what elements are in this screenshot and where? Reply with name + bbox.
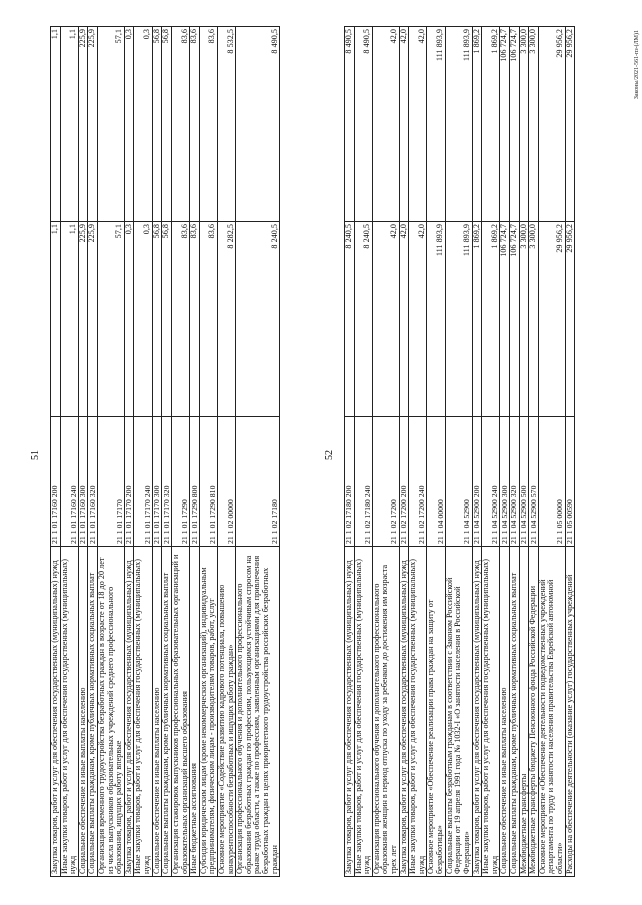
row-value-2023-cell: 57,1	[98, 27, 125, 222]
table-row	[162, 27, 172, 877]
row-value-2022-cell: 106 724,7	[500, 222, 510, 417]
row-code-cell: 21 1 01 17160 240	[60, 417, 78, 547]
table-row	[134, 27, 152, 877]
row-value-2023-cell: 56,8	[152, 27, 162, 222]
row-name-cell: Иные бюджетные ассигнования	[190, 547, 200, 877]
row-name-cell: Основное мероприятие «Обеспечение деятельности подведомственных учреждений департамента по труду и занятости населения правительства Еврейской автономной области»	[538, 547, 565, 877]
page-number: 51	[30, 450, 41, 460]
row-code-cell: 21 1 01 17170 320	[162, 417, 172, 547]
row-value-2022-cell: 1,1	[51, 222, 61, 417]
row-code-cell: 21 1 01 17170 240	[134, 417, 152, 547]
row-code-cell: 21 1 02 17180	[236, 417, 280, 547]
budget-table	[344, 26, 575, 877]
row-code-cell: 21 1 02 17200	[372, 417, 399, 547]
row-name-cell: Иные закупки товаров, работ и услуг для обеспечения государственных (муниципальных) нужд	[354, 547, 372, 877]
row-value-2022-cell: 57,1	[98, 222, 125, 417]
row-value-2022-cell: 111 893,9	[427, 222, 445, 417]
row-value-2022-cell: 56,8	[162, 222, 172, 417]
row-code-cell: 21 1 04 52900 300	[500, 417, 510, 547]
row-value-2023-cell: 42,0	[399, 27, 409, 222]
row-code-cell: 21 1 01 17170 300	[152, 417, 162, 547]
row-name-cell: Социальные выплаты безработным гражданам в соответствии с Законом Российской Федерации от 19 апреля 1991 года № 1032-I «О занятости населения в Российской Федерации»	[445, 547, 472, 877]
row-value-2023-cell: 1,1	[60, 27, 78, 222]
row-value-2023-cell: 1,1	[51, 27, 61, 222]
row-value-2023-cell: 111 893,9	[445, 27, 472, 222]
row-name-cell: Организация временного трудоустройства безработных граждан в возрасте от 18 до 20 лет из числа выпускников образовательных учреждений среднего профессионального образования, ищущих работу впервые	[98, 547, 125, 877]
row-name-cell: Межбюджетные трансферты бюджету Пенсионного фонда Российской Федерации	[529, 547, 539, 877]
row-name-cell: Закупка товаров, работ и услуг для обеспечения государственных (муниципальных) нужд	[399, 547, 409, 877]
row-value-2022-cell: 1,1	[60, 222, 78, 417]
row-value-2023-cell: 3 300,0	[519, 27, 529, 222]
row-code-cell: 21 1 01 17170 200	[124, 417, 134, 547]
row-value-2022-cell: 83,6	[199, 222, 217, 417]
row-value-2022-cell: 8 282,5	[217, 222, 235, 417]
row-value-2023-cell: 225,9	[88, 27, 98, 222]
row-code-cell: 21 1 01 17160 320	[88, 417, 98, 547]
row-name-cell: Иные закупки товаров, работ и услуг для обеспечения государственных (муниципальных) нужд	[134, 547, 152, 877]
table-row	[236, 27, 280, 877]
row-name-cell: Основное мероприятие «Содействие развитию кадрового потенциала, повышению конкурентоспособности безработных и ищущих работу граждан»	[217, 547, 235, 877]
row-code-cell: 21 1 04 52900 240	[482, 417, 500, 547]
row-code-cell: 21 1 02 17180 240	[354, 417, 372, 547]
table-row	[354, 27, 372, 877]
row-value-2023-cell: 3 300,0	[529, 27, 539, 222]
row-code-cell: 21 1 04 52900 500	[519, 417, 529, 547]
row-value-2023-cell: 111 893,9	[427, 27, 445, 222]
row-name-cell: Социальные выплаты гражданам, кроме публичных нормативных социальных выплат	[509, 547, 519, 877]
page-51	[28, 0, 348, 905]
page-51-rotated-content	[28, 0, 348, 905]
row-code-cell: 21 1 01 17170	[98, 417, 125, 547]
budget-table	[50, 26, 280, 877]
row-code-cell: 21 1 05 00000	[538, 417, 565, 547]
budget-table-body	[345, 27, 575, 877]
table-row	[190, 27, 200, 877]
row-value-2023-cell: 29 956,2	[538, 27, 565, 222]
row-value-2023-cell: 225,9	[78, 27, 88, 222]
row-value-2022-cell: 42,0	[409, 222, 427, 417]
table-row	[529, 27, 539, 877]
table-row	[427, 27, 445, 877]
row-code-cell: 21 1 04 00000	[427, 417, 445, 547]
row-value-2022-cell: 83,6	[171, 222, 189, 417]
row-value-2022-cell: 225,9	[88, 222, 98, 417]
row-value-2023-cell: 106 724,7	[509, 27, 519, 222]
row-value-2023-cell: 42,0	[372, 27, 399, 222]
row-value-2023-cell: 42,0	[409, 27, 427, 222]
row-code-cell: 21 1 04 52900 200	[472, 417, 482, 547]
row-value-2022-cell: 1 869,2	[482, 222, 500, 417]
row-code-cell: 21 1 05 00590	[565, 417, 575, 547]
row-value-2022-cell: 29 956,2	[565, 222, 575, 417]
table-row	[171, 27, 189, 877]
row-code-cell: 21 1 02 17200 240	[409, 417, 427, 547]
row-name-cell: Иные закупки товаров, работ и услуг для обеспечения государственных (муниципальных) нужд	[482, 547, 500, 877]
row-value-2022-cell: 3 300,0	[519, 222, 529, 417]
row-name-cell: Иные закупки товаров, работ и услуг для обеспечения государственных (муниципальных) нужд	[60, 547, 78, 877]
row-name-cell: Организация профессионального обучения и дополнительного профессионального образования женщин в период отпуска по уходу за ребенком до достижения им возраста трех лет	[372, 547, 399, 877]
row-name-cell: Социальное обеспечение и иные выплаты населению	[78, 547, 88, 877]
row-value-2022-cell: 0,3	[134, 222, 152, 417]
row-name-cell: Закупка товаров, работ и услуг для обеспечения государственных (муниципальных) нужд	[124, 547, 134, 877]
row-value-2022-cell: 29 956,2	[538, 222, 565, 417]
table-row	[199, 27, 217, 877]
row-value-2023-cell: 56,8	[162, 27, 172, 222]
row-name-cell: Закупка товаров, работ и услуг для обеспечения государственных (муниципальных) нужд	[345, 547, 355, 877]
table-row	[372, 27, 399, 877]
row-value-2022-cell: 111 893,9	[445, 222, 472, 417]
row-code-cell: 21 1 01 17160 300	[78, 417, 88, 547]
table-row	[509, 27, 519, 877]
row-name-cell: Межбюджетные трансферты	[519, 547, 529, 877]
row-value-2022-cell: 106 724,7	[509, 222, 519, 417]
row-name-cell: Организация профессионального обучения и дополнительного профессионального образования безработных граждан по профессиям, пользующимся устойчивым спросом на рынке труда области, а также по профессиям, заявленным организациями для привлечения безработных граждан в целях приоритетного трудоустройства российских безработных граждан	[236, 547, 280, 877]
row-name-cell: Расходы на обеспечение деятельности (оказание услуг) государственных учреждений	[565, 547, 575, 877]
table-row	[98, 27, 125, 877]
row-name-cell: Субсидии юридическим лицам (кроме некоммерческих организаций), индивидуальным предпринимателям, физическим лицам - производителям товаров, работ, услуг	[199, 547, 217, 877]
table-row	[538, 27, 565, 877]
row-code-cell: 21 1 04 52900 320	[509, 417, 519, 547]
row-value-2023-cell: 8 490,5	[354, 27, 372, 222]
table-row	[60, 27, 78, 877]
row-value-2022-cell: 83,6	[190, 222, 200, 417]
row-value-2023-cell: 83,6	[199, 27, 217, 222]
row-value-2022-cell: 8 240,5	[354, 222, 372, 417]
row-code-cell: 21 1 04 52900	[445, 417, 472, 547]
table-row	[409, 27, 427, 877]
row-value-2023-cell: 8 490,5	[236, 27, 280, 222]
row-name-cell: Закупка товаров, работ и услуг для обеспечения государственных (муниципальных) нужд	[51, 547, 61, 877]
row-name-cell: Иные закупки товаров, работ и услуг для обеспечения государственных (муниципальных) нужд	[409, 547, 427, 877]
row-name-cell: Основное мероприятие «Обеспечение реализации права граждан на защиту от безработицы»	[427, 547, 445, 877]
table-row	[345, 27, 355, 877]
row-code-cell: 21 1 02 17200 200	[399, 417, 409, 547]
row-code-cell: 21 1 04 52900 570	[529, 417, 539, 547]
page-52	[322, 0, 639, 905]
page-number: 52	[324, 450, 335, 460]
row-code-cell: 21 1 01 17290 800	[190, 417, 200, 547]
row-value-2022-cell: 42,0	[399, 222, 409, 417]
table-row	[565, 27, 575, 877]
budget-table-body	[51, 27, 280, 877]
page-52-rotated-content	[322, 0, 642, 905]
row-code-cell: 21 1 01 17290	[171, 417, 189, 547]
row-name-cell: Организация стажировок выпускников профессиональных образовательных организаций и образовательных организаций высшего образования	[171, 547, 189, 877]
table-row	[445, 27, 472, 877]
row-value-2023-cell: 8 490,5	[345, 27, 355, 222]
row-value-2022-cell: 8 240,5	[236, 222, 280, 417]
row-name-cell: Социальное обеспечение и иные выплаты населению	[500, 547, 510, 877]
row-name-cell: Закупка товаров, работ и услуг для обеспечения государственных (муниципальных) нужд	[472, 547, 482, 877]
row-value-2023-cell: 83,6	[190, 27, 200, 222]
row-value-2022-cell: 3 300,0	[529, 222, 539, 417]
row-value-2023-cell: 0,3	[124, 27, 134, 222]
row-code-cell: 21 1 02 00000	[217, 417, 235, 547]
row-value-2022-cell: 225,9	[78, 222, 88, 417]
row-value-2023-cell: 29 956,2	[565, 27, 575, 222]
row-code-cell: 21 1 02 17180 200	[345, 417, 355, 547]
table-row	[51, 27, 61, 877]
table-row	[482, 27, 500, 877]
row-value-2023-cell: 83,6	[171, 27, 189, 222]
row-code-cell: 21 1 01 17160 200	[51, 417, 61, 547]
row-value-2022-cell: 8 240,5	[345, 222, 355, 417]
document-footer: Законы/2021-561-пз-(ЛМ)1	[634, 30, 640, 100]
row-value-2023-cell: 1 869,2	[472, 27, 482, 222]
row-value-2022-cell: 1 869,2	[472, 222, 482, 417]
row-name-cell: Социальное обеспечение и иные выплаты населению	[152, 547, 162, 877]
row-value-2023-cell: 1 869,2	[482, 27, 500, 222]
row-name-cell: Социальные выплаты гражданам, кроме публичных нормативных социальных выплат	[162, 547, 172, 877]
row-value-2022-cell: 0,3	[124, 222, 134, 417]
row-value-2022-cell: 56,8	[152, 222, 162, 417]
row-name-cell: Социальные выплаты гражданам, кроме публичных нормативных социальных выплат	[88, 547, 98, 877]
row-value-2022-cell: 42,0	[372, 222, 399, 417]
row-value-2023-cell: 8 532,5	[217, 27, 235, 222]
row-value-2023-cell: 106 724,7	[500, 27, 510, 222]
row-code-cell: 21 1 01 17290 810	[199, 417, 217, 547]
row-value-2023-cell: 0,3	[134, 27, 152, 222]
table-row	[217, 27, 235, 877]
